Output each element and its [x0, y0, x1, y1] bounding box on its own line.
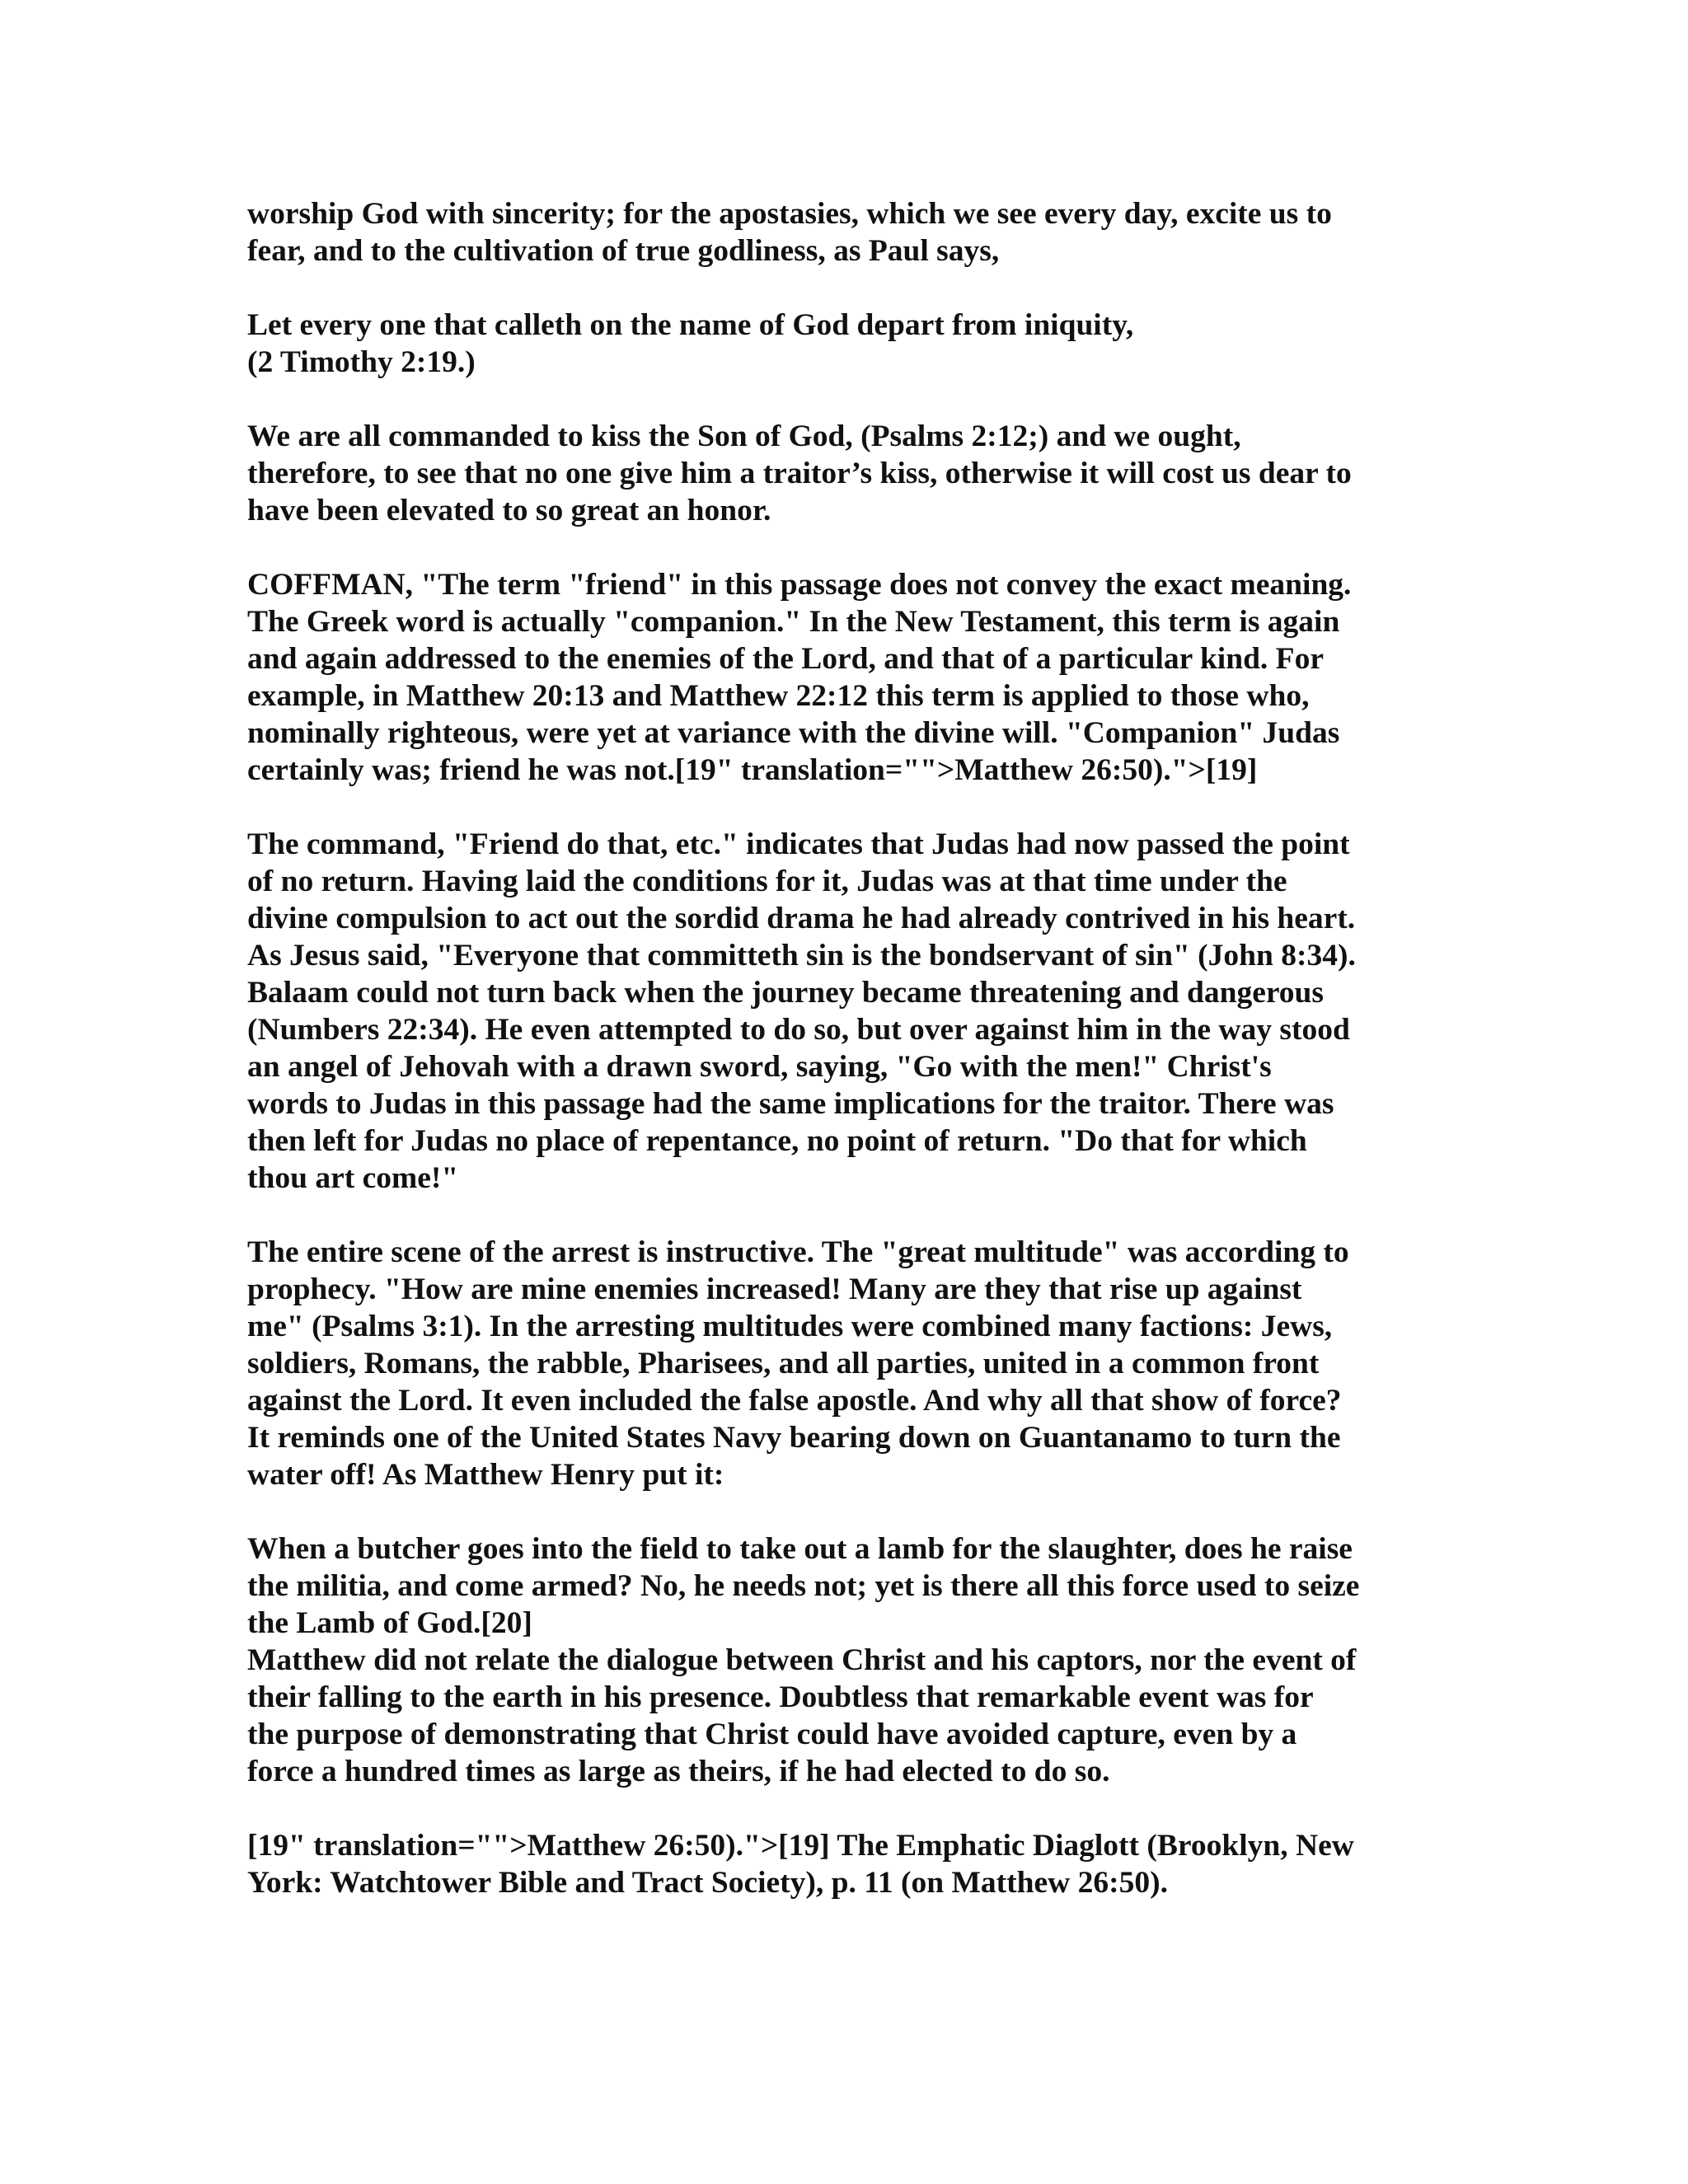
text-line: the militia, and come armed? No, he needs not; yet is there all this force used to seize: [247, 1569, 1360, 1603]
quotation-1: [247, 307, 1451, 381]
paragraph-1: [247, 195, 1451, 269]
text-line: COFFMAN, "The term "friend" in this passage does not convey the exact meaning.: [247, 568, 1352, 602]
text-line: York: Watchtower Bible and Tract Society), p. 11 (on Matthew 26:50).: [247, 1866, 1168, 1900]
text-line: then left for Judas no place of repentance, no point of return. "Do that for which: [247, 1124, 1307, 1158]
text-line: their falling to the earth in his presence. Doubtless that remarkable event was for: [247, 1680, 1314, 1714]
paragraph-command: [247, 826, 1451, 1197]
text-line: words to Judas in this passage had the same implications for the traitor. There was: [247, 1087, 1334, 1121]
text-line: [19" translation="">Matthew 26:50).">[19] The Emphatic Diaglott (Brooklyn, New: [247, 1829, 1354, 1863]
text-line: and again addressed to the enemies of the Lord, and that of a particular kind. For: [247, 642, 1324, 676]
text-line: divine compulsion to act out the sordid drama he had already contrived in his heart.: [247, 902, 1356, 935]
text-line: Matthew did not relate the dialogue between Christ and his captors, nor the event of: [247, 1643, 1357, 1677]
text-line: The command, "Friend do that, etc." indicates that Judas had now passed the point: [247, 827, 1350, 861]
text-line: prophecy. "How are mine enemies increased! Many are they that rise up against: [247, 1272, 1302, 1306]
text-line: therefore, to see that no one give him a traitor’s kiss, otherwise it will cost us dear to: [247, 457, 1352, 490]
text-line: The Greek word is actually "companion." In the New Testament, this term is again: [247, 605, 1340, 639]
text-line: The entire scene of the arrest is instructive. The "great multitude" was according to: [247, 1235, 1349, 1269]
text-line: We are all commanded to kiss the Son of God, (Psalms 2:12;) and we ought,: [247, 419, 1241, 453]
text-line: water off! As Matthew Henry put it:: [247, 1458, 724, 1492]
text-line: (2 Timothy 2:19.): [247, 345, 476, 379]
text-line: (Numbers 22:34). He even attempted to do so, but over against him in the way stood: [247, 1013, 1350, 1047]
text-line: the Lamb of God.[20]: [247, 1606, 532, 1640]
text-line: force a hundred times as large as theirs, if he had elected to do so.: [247, 1755, 1110, 1788]
text-line: thou art come!": [247, 1161, 459, 1195]
text-line: me" (Psalms 3:1). In the arresting multitudes were combined many factions: Jews,: [247, 1310, 1333, 1343]
text-line: an angel of Jehovah with a drawn sword, saying, "Go with the men!" Christ's: [247, 1050, 1272, 1084]
text-line: As Jesus said, "Everyone that committeth sin is the bondservant of sin" (John 8:34).: [247, 939, 1356, 972]
text-line: certainly was; friend he was not.[19" translation="">Matthew 26:50).">[19]: [247, 753, 1258, 787]
text-line: Balaam could not turn back when the journey became threatening and dangerous: [247, 976, 1324, 1010]
footnote-19: [247, 1827, 1451, 1901]
paragraph-coffman: [247, 566, 1451, 789]
text-line: example, in Matthew 20:13 and Matthew 22:12 this term is applied to those who,: [247, 679, 1310, 713]
document-body: [247, 195, 1451, 1901]
text-line: It reminds one of the United States Navy bearing down on Guantanamo to turn the: [247, 1421, 1341, 1455]
text-line: of no return. Having laid the conditions for it, Judas was at that time under the: [247, 865, 1287, 898]
paragraph-dialogue: [247, 1642, 1451, 1790]
text-line: When a butcher goes into the field to take out a lamb for the slaughter, does he raise: [247, 1532, 1353, 1566]
text-line: fear, and to the cultivation of true godliness, as Paul says,: [247, 234, 1000, 268]
text-line: against the Lord. It even included the false apostle. And why all that show of force?: [247, 1384, 1342, 1418]
text-line: worship God with sincerity; for the apostasies, which we see every day, excite us to: [247, 197, 1332, 231]
text-line: Let every one that calleth on the name of God depart from iniquity,: [247, 308, 1134, 342]
paragraph-arrest: [247, 1234, 1451, 1493]
text-line: the purpose of demonstrating that Christ could have avoided capture, even by a: [247, 1718, 1297, 1751]
quotation-henry: [247, 1530, 1451, 1642]
text-line: have been elevated to so great an honor.: [247, 494, 771, 527]
text-line: soldiers, Romans, the rabble, Pharisees, and all parties, united in a common front: [247, 1347, 1320, 1380]
text-line: nominally righteous, were yet at variance with the divine will. "Companion" Judas: [247, 716, 1340, 750]
paragraph-2: [247, 418, 1451, 529]
